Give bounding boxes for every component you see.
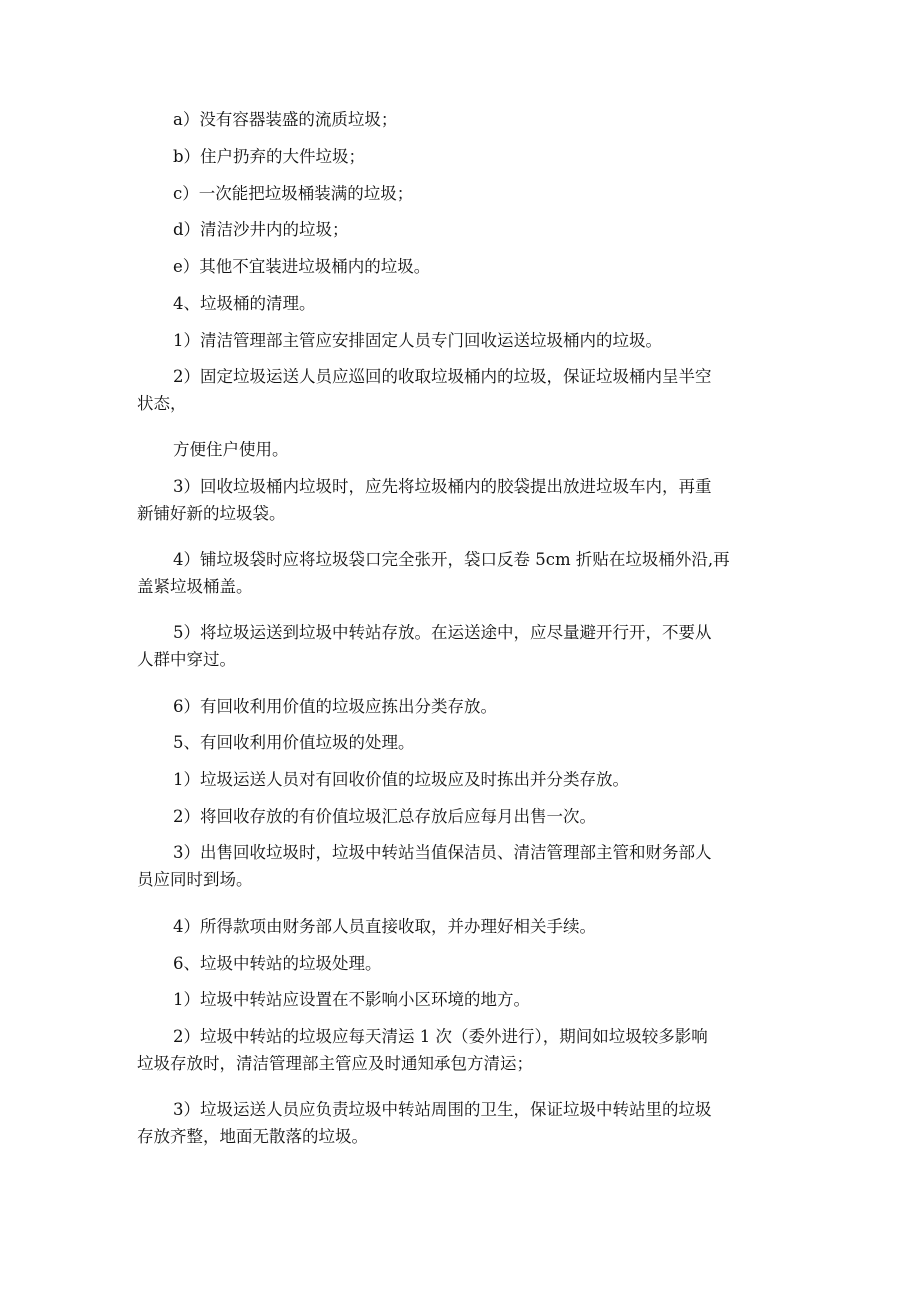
paragraph-item-a: a）没有容器装盛的流质垃圾； — [173, 110, 398, 129]
paragraph-line: 4）铺垃圾袋时应将垃圾袋口完全张开，袋口反卷 5cm 折贴在垃圾桶外沿,再 — [173, 550, 730, 569]
paragraph-5-3 — [137, 839, 797, 893]
paragraph-5-1: 1）垃圾运送人员对有回收价值的垃圾应及时拣出并分类存放。 — [173, 770, 629, 789]
section-heading-4: 4、垃圾桶的清理。 — [173, 294, 316, 313]
paragraph-line: 状态， — [137, 394, 187, 413]
paragraph-line: 员应同时到场。 — [137, 870, 253, 889]
paragraph-item-d: d）清洁沙井内的垃圾； — [173, 220, 349, 239]
paragraph-6-1: 1）垃圾中转站应设置在不影响小区环境的地方。 — [173, 990, 530, 1009]
paragraph-4-4 — [137, 546, 797, 600]
paragraph-4-6: 6）有回收利用价值的垃圾应拣出分类存放。 — [173, 697, 497, 716]
paragraph-5-2: 2）将回收存放的有价值垃圾汇总存放后应每月出售一次。 — [173, 807, 596, 826]
paragraph-item-e: e）其他不宜装进垃圾桶内的垃圾。 — [173, 257, 431, 276]
paragraph-line: 2）固定垃圾运送人员应巡回的收取垃圾桶内的垃圾，保证垃圾桶内呈半空 — [173, 367, 712, 386]
paragraph-item-b: b）住户扔弃的大件垃圾； — [173, 147, 366, 166]
section-heading-5: 5、有回收利用价值垃圾的处理。 — [173, 733, 415, 752]
paragraph-6-3 — [137, 1096, 797, 1150]
paragraph-line: 新铺好新的垃圾袋。 — [137, 504, 286, 523]
paragraph-4-5 — [137, 619, 797, 673]
paragraph-line: 盖紧垃圾桶盖。 — [137, 577, 253, 596]
paragraph-5-4: 4）所得款项由财务部人员直接收取，并办理好相关手续。 — [173, 917, 596, 936]
paragraph-4-3 — [137, 473, 797, 527]
paragraph-line: 2）垃圾中转站的垃圾应每天清运 1 次（委外进行），期间如垃圾较多影响 — [173, 1027, 708, 1046]
paragraph-line: 垃圾存放时，清洁管理部主管应及时通知承包方清运； — [137, 1054, 533, 1073]
paragraph-item-c: c）一次能把垃圾桶装满的垃圾； — [173, 184, 414, 203]
paragraph-line: 5）将垃圾运送到垃圾中转站存放。在运送途中，应尽量避开行开，不要从 — [173, 623, 712, 642]
paragraph-6-2 — [137, 1023, 797, 1077]
paragraph-4-2 — [137, 363, 797, 417]
paragraph-4-2-continued: 方便住户使用。 — [173, 440, 289, 459]
paragraph-line: 人群中穿过。 — [137, 650, 236, 669]
paragraph-4-1: 1）清洁管理部主管应安排固定人员专门回收运送垃圾桶内的垃圾。 — [173, 331, 662, 350]
paragraph-line: 3）出售回收垃圾时，垃圾中转站当值保洁员、清洁管理部主管和财务部人 — [173, 843, 712, 862]
section-heading-6: 6、垃圾中转站的垃圾处理。 — [173, 954, 382, 973]
paragraph-line: 3）垃圾运送人员应负责垃圾中转站周围的卫生，保证垃圾中转站里的垃圾 — [173, 1100, 712, 1119]
paragraph-line: 3）回收垃圾桶内垃圾时，应先将垃圾桶内的胶袋提出放进垃圾车内，再重 — [173, 477, 712, 496]
paragraph-line: 存放齐整，地面无散落的垃圾。 — [137, 1127, 368, 1146]
